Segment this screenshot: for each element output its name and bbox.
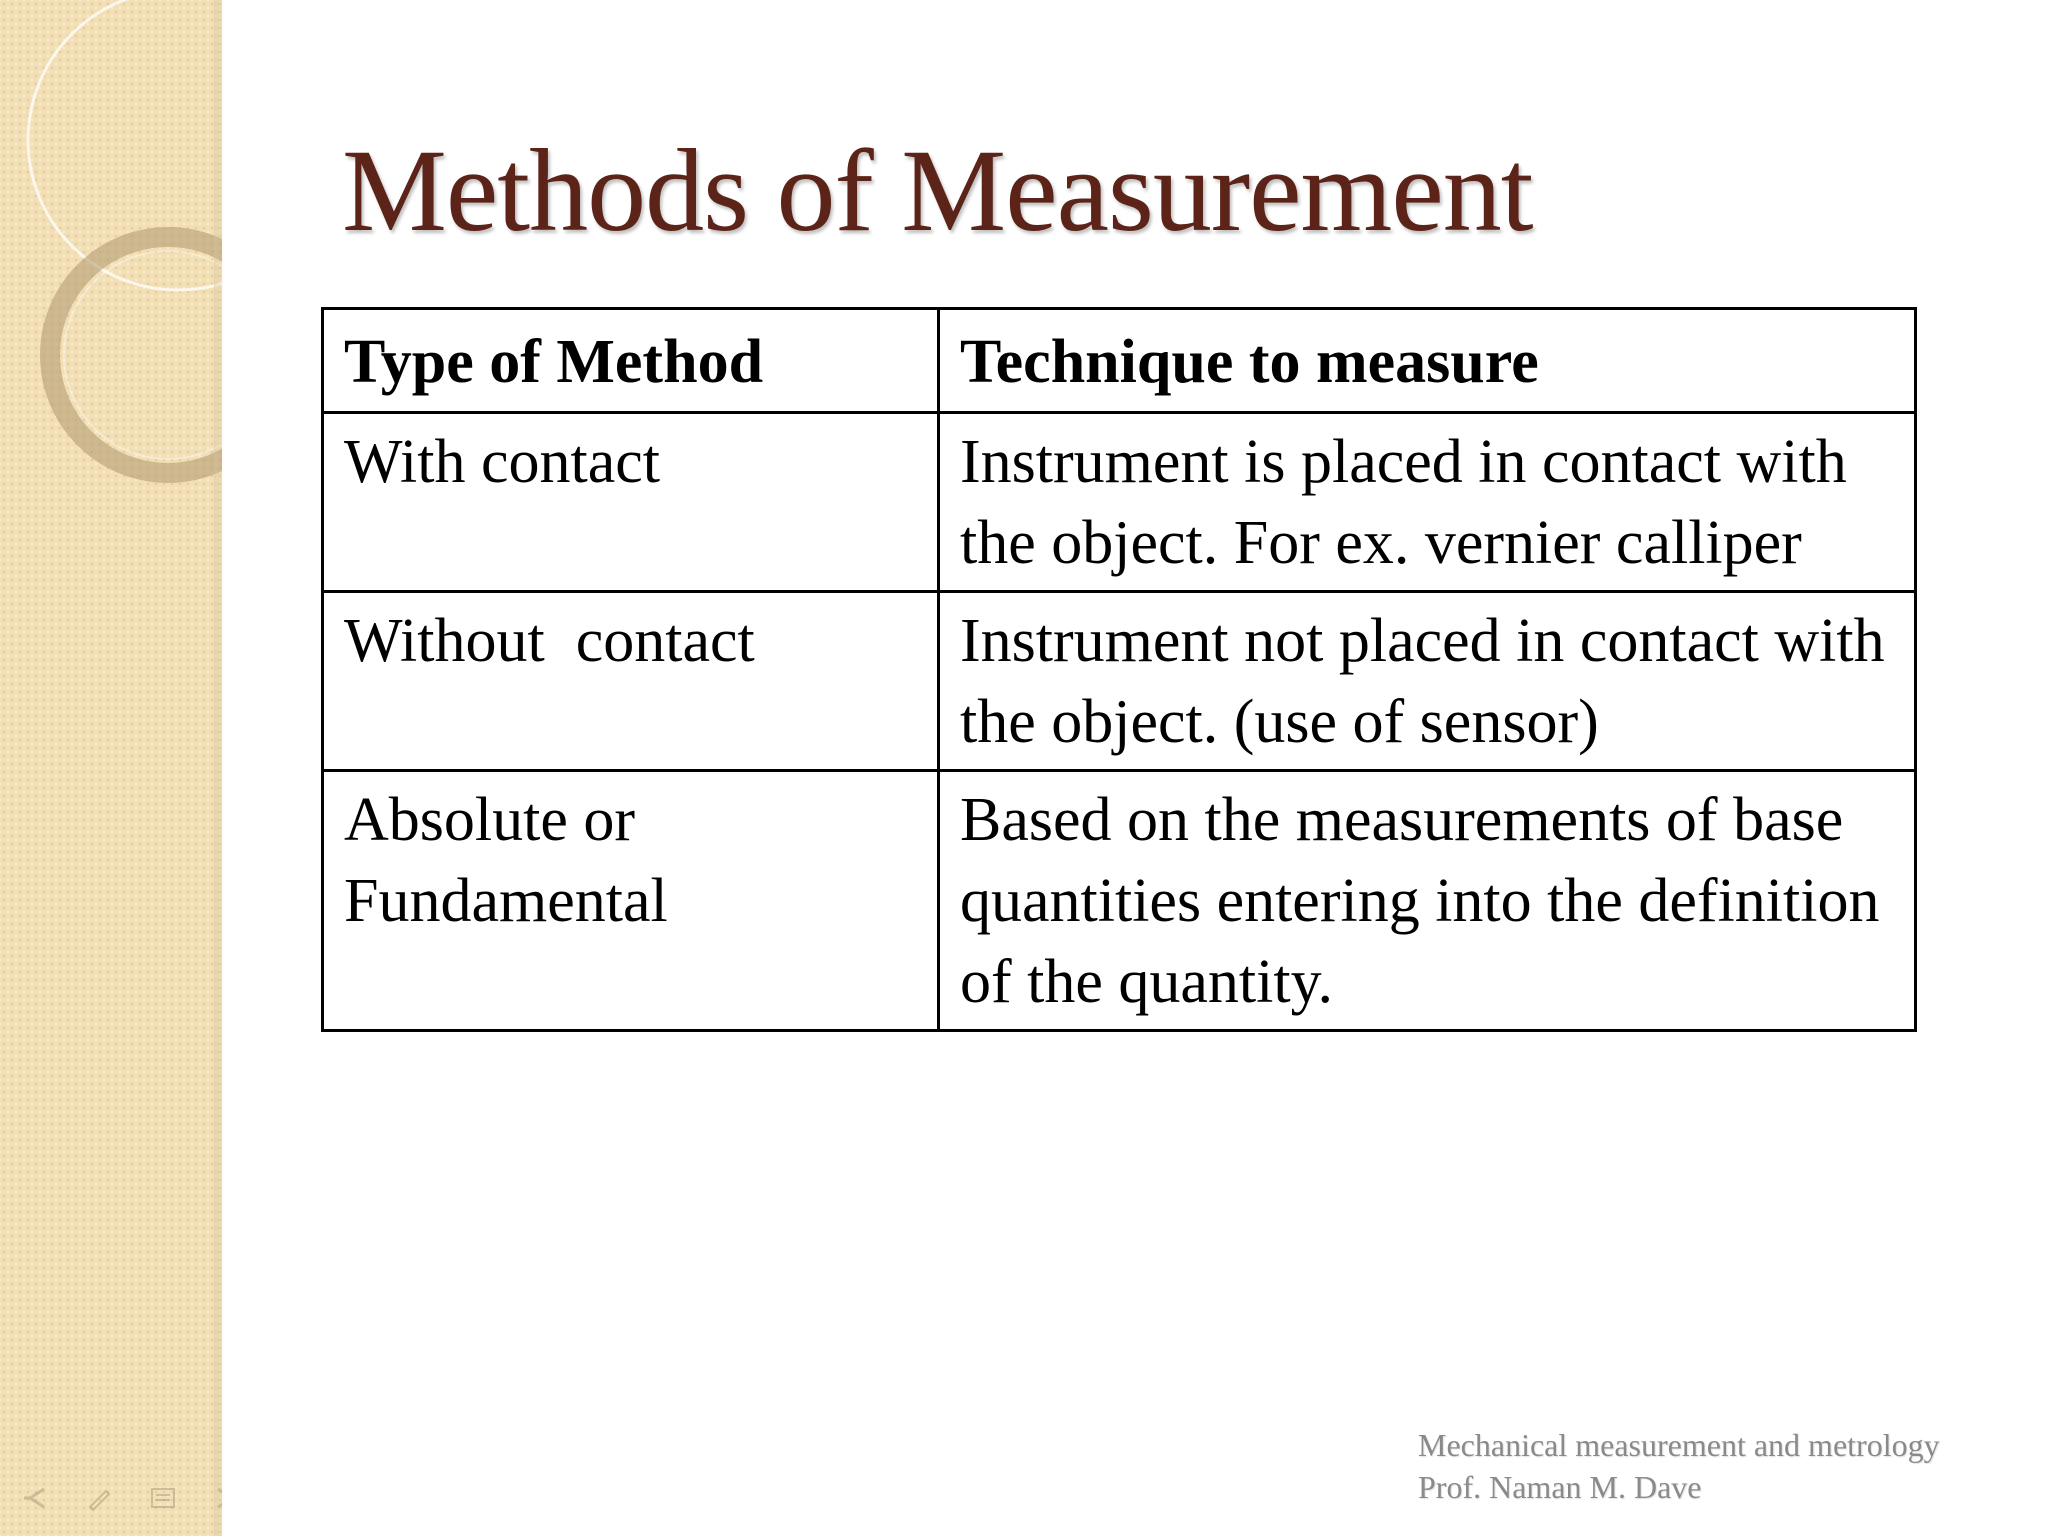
table-row: [323, 771, 1916, 1031]
decorative-sidebar: [0, 0, 222, 1536]
decorative-circles: [0, 0, 222, 520]
footer-course-name: Mechanical measurement and metrology: [1418, 1427, 1940, 1463]
table-row: [323, 592, 1916, 771]
footer-author: Prof. Naman M. Dave: [1418, 1469, 1702, 1505]
method-type-cell: Without contact: [323, 592, 939, 771]
pen-icon[interactable]: [82, 1481, 116, 1515]
table-header-row: [323, 309, 1916, 413]
menu-icon[interactable]: [146, 1481, 180, 1515]
back-arrow-icon[interactable]: [18, 1481, 52, 1515]
methods-table: [321, 307, 1917, 1032]
method-type-cell: Absolute or Fundamental: [323, 771, 939, 1031]
slide-footer: [1418, 1424, 1940, 1508]
sidebar-edge-shadow: [214, 0, 224, 1536]
header-type-of-method: Type of Method: [323, 309, 939, 413]
technique-cell: Instrument not placed in contact with the object. (use of sensor): [939, 592, 1916, 771]
slide-nav-controls: [18, 1480, 222, 1516]
method-type-cell: With contact: [323, 413, 939, 592]
header-technique-to-measure: Technique to measure: [939, 309, 1916, 413]
technique-cell: Instrument is placed in contact with the object. For ex. vernier calliper: [939, 413, 1916, 592]
technique-cell: Based on the measurements of base quantities entering into the definition of the quantity.: [939, 771, 1916, 1031]
slide-title: Methods of Measurement: [342, 125, 1533, 256]
table-row: [323, 413, 1916, 592]
